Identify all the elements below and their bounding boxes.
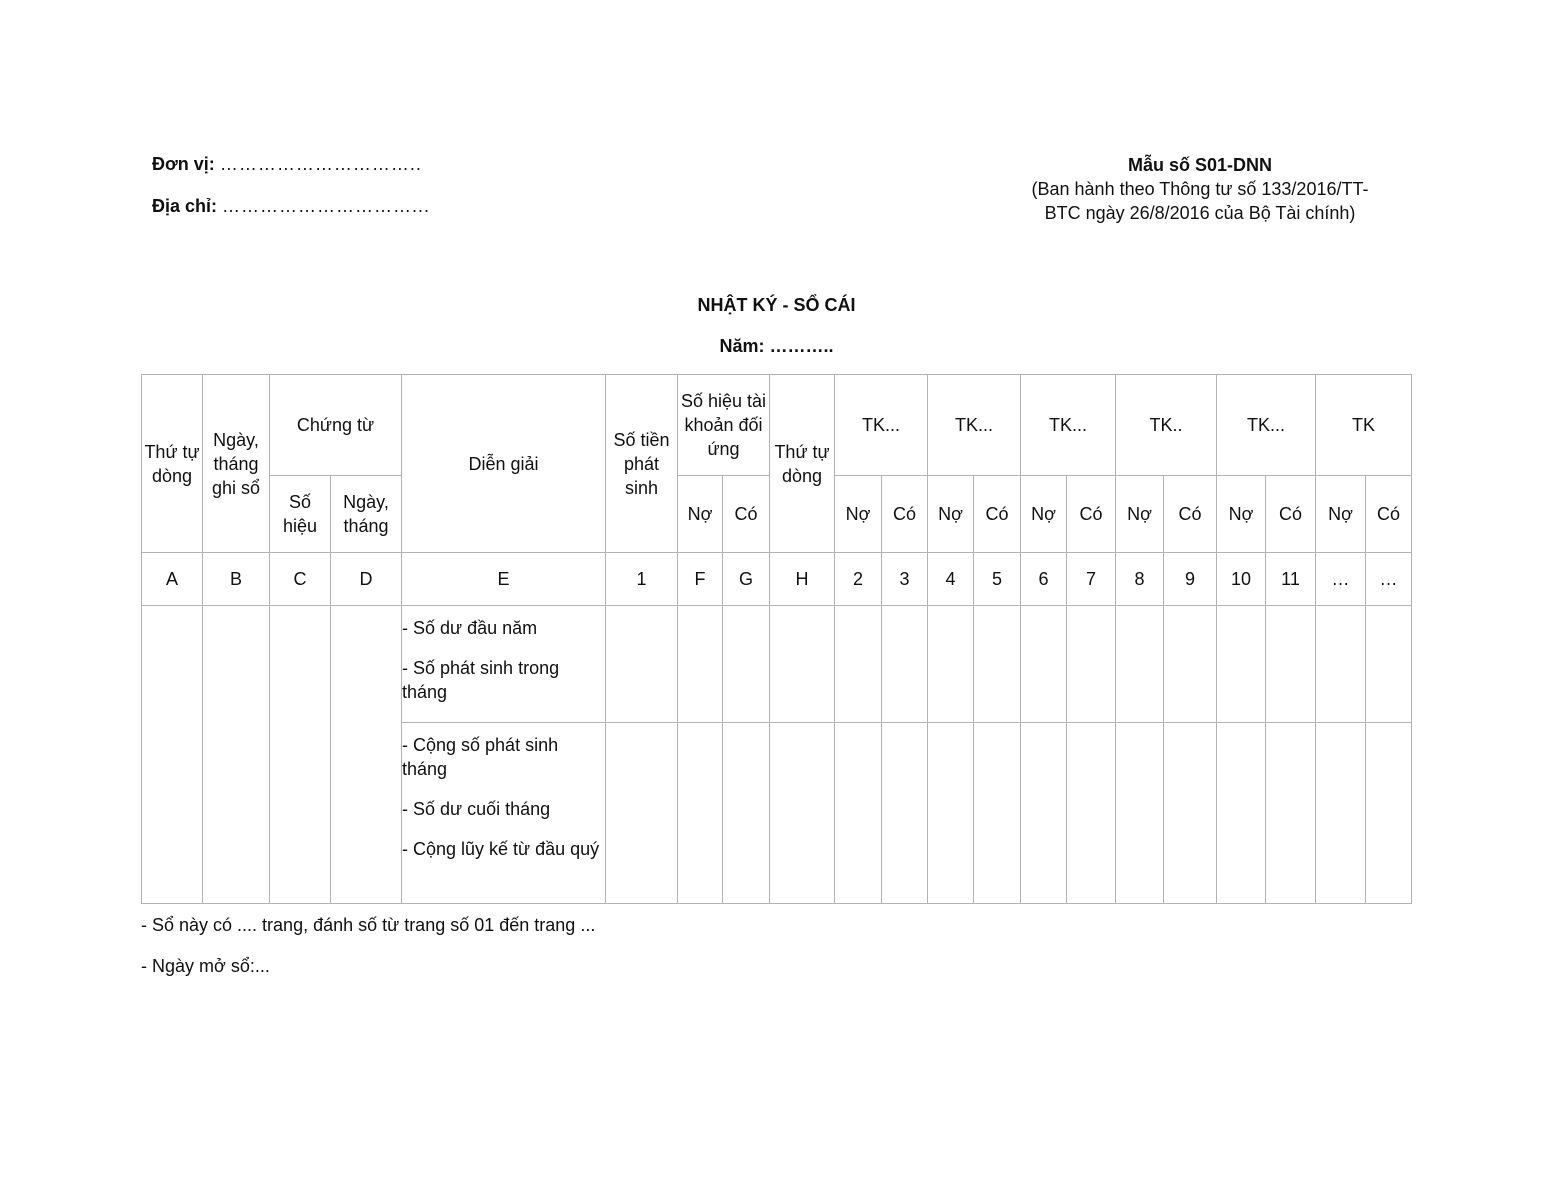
header-amount: Số tiền phát sinh — [606, 375, 678, 553]
header-row-order-2: Thứ tự dòng — [770, 375, 835, 553]
ledger-table — [141, 374, 1412, 904]
unit-value: ………………………….. — [219, 154, 422, 174]
column-code: 10 — [1217, 553, 1266, 606]
column-code: B — [203, 553, 270, 606]
address-label: Địa chỉ: — [152, 196, 218, 216]
cell-debit[interactable] — [928, 606, 974, 723]
header-credit: Có — [1366, 476, 1412, 553]
cell-credit[interactable] — [1366, 606, 1412, 723]
column-code: 3 — [882, 553, 928, 606]
cell-row-order-2[interactable] — [770, 723, 835, 904]
header-credit: Có — [1164, 476, 1217, 553]
cell-description — [402, 723, 606, 904]
header-account-3: TK... — [1021, 375, 1116, 476]
cell-credit[interactable] — [882, 606, 928, 723]
header-debit: Nợ — [835, 476, 882, 553]
cell-debit[interactable] — [1116, 723, 1164, 904]
header-account-5: TK... — [1217, 375, 1316, 476]
column-code: E — [402, 553, 606, 606]
column-code: 8 — [1116, 553, 1164, 606]
column-code: … — [1316, 553, 1366, 606]
cell-credit[interactable] — [1067, 606, 1116, 723]
cell-row-order-2[interactable] — [770, 606, 835, 723]
header-debit: Nợ — [1217, 476, 1266, 553]
column-code: 2 — [835, 553, 882, 606]
column-code: 4 — [928, 553, 974, 606]
cell-record-date[interactable] — [203, 606, 270, 904]
form-note-line2: BTC ngày 26/8/2016 của Bộ Tài chính) — [1044, 203, 1356, 223]
form-info — [1000, 153, 1400, 225]
description-line: - Số phát sinh trong tháng — [402, 658, 560, 702]
cell-debit[interactable] — [1021, 723, 1067, 904]
header-counter-credit: Có — [723, 476, 770, 553]
header-debit: Nợ — [928, 476, 974, 553]
header-account-4: TK.. — [1116, 375, 1217, 476]
column-code: G — [723, 553, 770, 606]
table-row — [142, 606, 1412, 723]
column-code: F — [678, 553, 723, 606]
cell-credit[interactable] — [974, 606, 1021, 723]
header-credit: Có — [882, 476, 928, 553]
document-title: NHẬT KÝ - SỔ CÁI — [697, 295, 856, 315]
column-code: 6 — [1021, 553, 1067, 606]
cell-description — [402, 606, 606, 723]
column-code-row — [142, 553, 1412, 606]
cell-debit[interactable] — [1316, 723, 1366, 904]
header-account-6: TK — [1316, 375, 1412, 476]
header-account-1: TK... — [835, 375, 928, 476]
cell-credit[interactable] — [974, 723, 1021, 904]
header-debit: Nợ — [1316, 476, 1366, 553]
column-code: 9 — [1164, 553, 1217, 606]
form-code: Mẫu số S01-DNN — [1127, 155, 1273, 175]
column-code: A — [142, 553, 203, 606]
header-record-date: Ngày, tháng ghi sổ — [203, 375, 270, 553]
cell-credit[interactable] — [882, 723, 928, 904]
column-code: C — [270, 553, 331, 606]
cell-debit[interactable] — [835, 606, 882, 723]
cell-debit[interactable] — [1316, 606, 1366, 723]
header-voucher: Chứng từ — [270, 375, 402, 476]
description-line: - Cộng số phát sinh tháng — [402, 735, 559, 779]
unit-line — [152, 154, 422, 175]
header-voucher-number: Số hiệu — [270, 476, 331, 553]
cell-credit[interactable] — [1366, 723, 1412, 904]
cell-credit[interactable] — [1164, 723, 1217, 904]
open-date-note: - Ngày mở sổ:... — [141, 956, 270, 976]
address-value: …………………………... — [222, 196, 431, 216]
cell-amount[interactable] — [606, 606, 678, 723]
cell-voucher-number[interactable] — [270, 606, 331, 904]
cell-counter-credit[interactable] — [723, 723, 770, 904]
header-description: Diễn giải — [402, 375, 606, 553]
cell-debit[interactable] — [1217, 606, 1266, 723]
cell-amount[interactable] — [606, 723, 678, 904]
year-label: Năm: ……….. — [719, 336, 834, 356]
cell-debit[interactable] — [928, 723, 974, 904]
cell-row-order[interactable] — [142, 606, 203, 904]
description-line: - Cộng lũy kế từ đầu quý — [402, 839, 600, 859]
cell-counter-debit[interactable] — [678, 723, 723, 904]
column-code: … — [1366, 553, 1412, 606]
cell-credit[interactable] — [1266, 723, 1316, 904]
column-code: 1 — [606, 553, 678, 606]
header-credit: Có — [974, 476, 1021, 553]
header-debit: Nợ — [1021, 476, 1067, 553]
pages-note: - Sổ này có .... trang, đánh số từ trang số 01 đến trang ... — [141, 915, 596, 935]
cell-counter-credit[interactable] — [723, 606, 770, 723]
header-voucher-date: Ngày, tháng — [331, 476, 402, 553]
header-credit: Có — [1067, 476, 1116, 553]
column-code: 5 — [974, 553, 1021, 606]
column-code: H — [770, 553, 835, 606]
cell-credit[interactable] — [1266, 606, 1316, 723]
column-code: 7 — [1067, 553, 1116, 606]
column-code: 11 — [1266, 553, 1316, 606]
header-account-2: TK... — [928, 375, 1021, 476]
header-debit: Nợ — [1116, 476, 1164, 553]
address-line — [152, 196, 430, 217]
cell-counter-debit[interactable] — [678, 606, 723, 723]
column-code: D — [331, 553, 402, 606]
cell-debit[interactable] — [835, 723, 882, 904]
header-counter-debit: Nợ — [678, 476, 723, 553]
header-credit: Có — [1266, 476, 1316, 553]
header-row-order: Thứ tự dòng — [142, 375, 203, 553]
cell-debit[interactable] — [1217, 723, 1266, 904]
description-line: - Số dư cuối tháng — [402, 799, 551, 819]
form-note-line1: (Ban hành theo Thông tư số 133/2016/TT- — [1031, 179, 1369, 199]
cell-credit[interactable] — [1164, 606, 1217, 723]
cell-credit[interactable] — [1067, 723, 1116, 904]
cell-voucher-date[interactable] — [331, 606, 402, 904]
cell-debit[interactable] — [1116, 606, 1164, 723]
description-line: - Số dư đầu năm — [402, 618, 538, 638]
header-counter-account: Số hiệu tài khoản đối ứng — [678, 375, 770, 476]
cell-debit[interactable] — [1021, 606, 1067, 723]
unit-label: Đơn vị: — [152, 154, 215, 174]
